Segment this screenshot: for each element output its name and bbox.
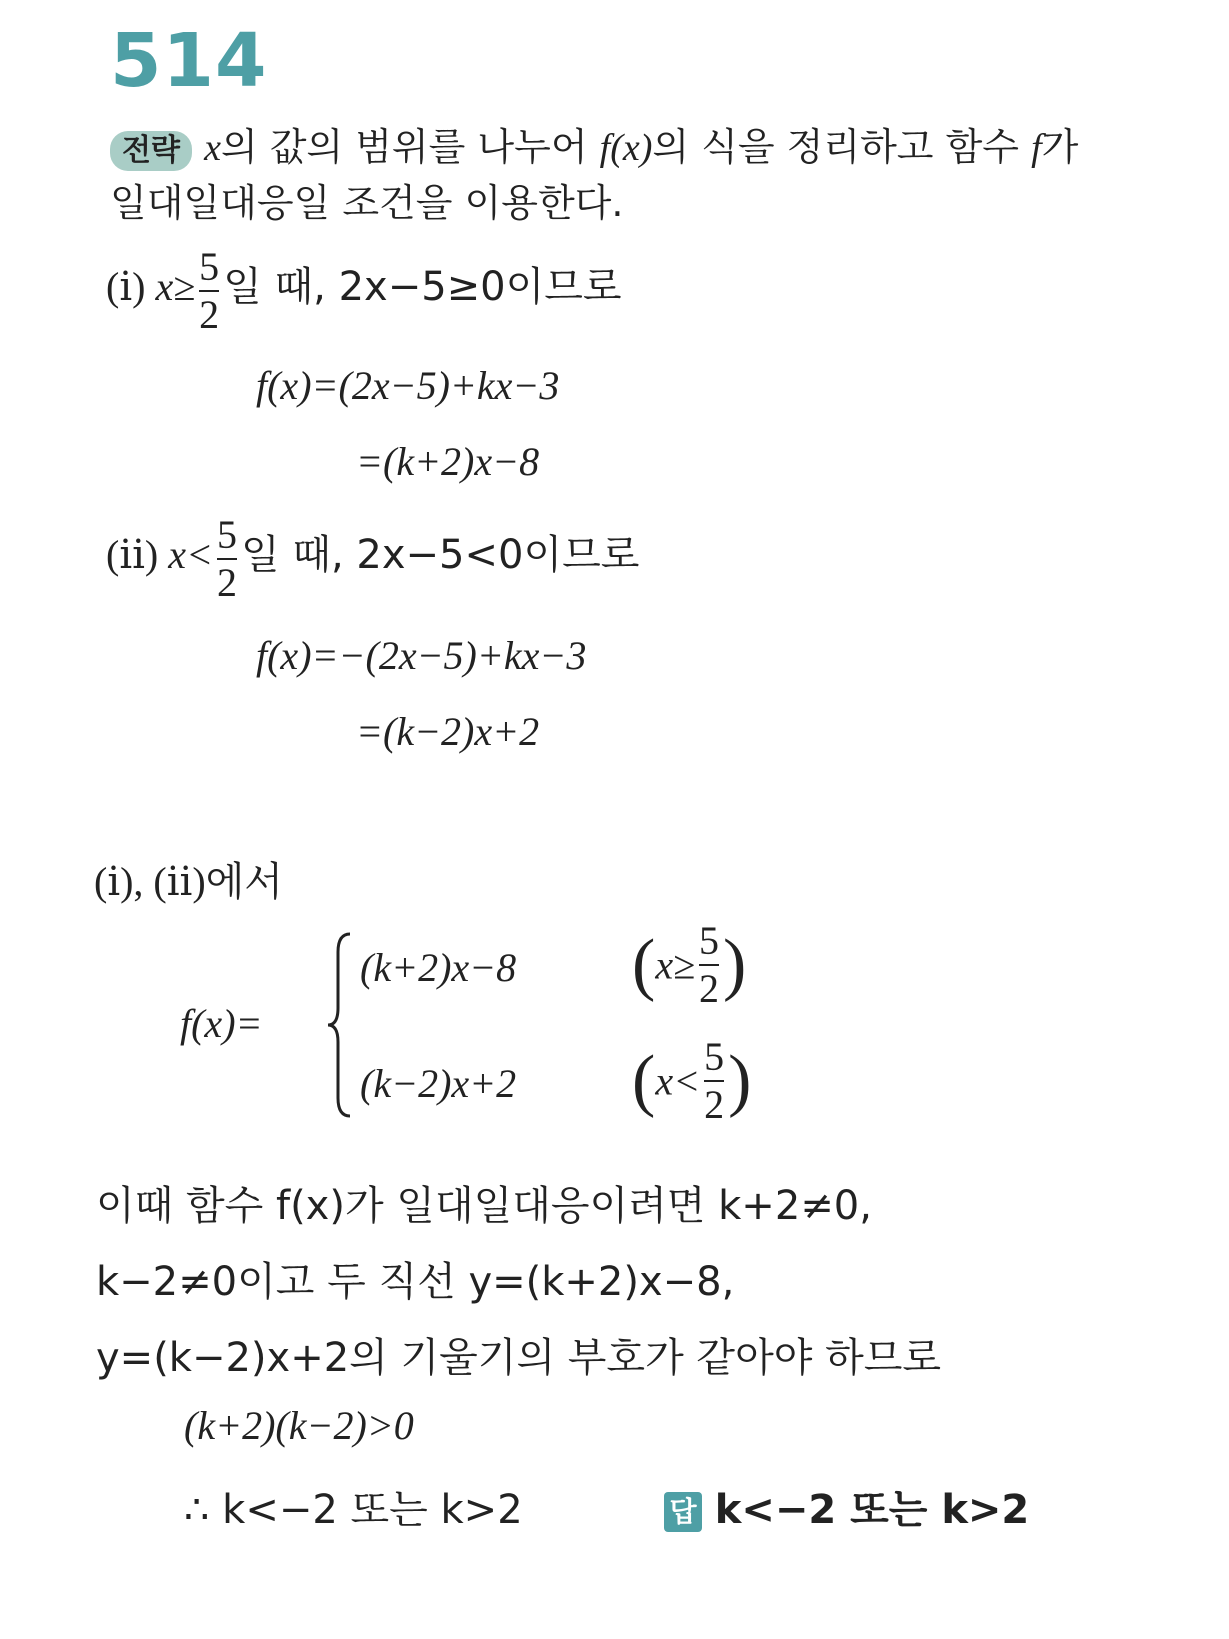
answer-text: k<−2 또는 k>2 xyxy=(714,1487,1030,1533)
case2-eq2: =(k−2)x+2 xyxy=(356,709,540,754)
piecewise-row2-cond: (x< $\frac{5}{2}$ ) xyxy=(632,1034,752,1127)
fraction-five-halves: $\frac{5}{2}$ xyxy=(216,512,237,605)
strategy-line-1: 전략 x의 값의 범위를 나누어 f(x)의 식을 정리하고 함수 f가 xyxy=(110,116,1078,171)
fraction-five-halves: $\frac{5}{2}$ xyxy=(704,1034,725,1127)
inequality: (k+2)(k−2)>0 xyxy=(184,1403,414,1448)
strategy-badge: 전략 xyxy=(110,131,192,171)
problem-number: 514 xyxy=(110,18,268,104)
combine-intro: (ⅰ), (ⅱ)에서 xyxy=(94,859,283,904)
answer xyxy=(664,1478,1029,1535)
explanation-line-2: k−2≠0이고 두 직선 y=(k+2)x−8, xyxy=(96,1259,735,1305)
case1-eq1: f(x)=(2x−5)+kx−3 xyxy=(256,363,560,408)
case1-eq2: =(k+2)x−8 xyxy=(356,439,540,484)
result-line: ∴ k<−2 또는 k>2 xyxy=(184,1487,523,1533)
fraction-five-halves: $\frac{5}{2}$ xyxy=(199,244,220,337)
answer-badge: 답 xyxy=(664,1492,702,1532)
piecewise-row1-expr: (k+2)x−8 xyxy=(360,945,517,990)
piecewise-row1-cond: (x≥ $\frac{5}{2}$ ) xyxy=(632,918,747,1011)
explanation-line-3: y=(k−2)x+2의 기울기의 부호가 같아야 하므로 xyxy=(96,1335,941,1381)
piecewise-lhs: f(x)= xyxy=(180,1001,263,1046)
fraction-five-halves: $\frac{5}{2}$ xyxy=(699,918,720,1011)
strategy-line-2: 일대일대응일 조건을 이용한다. xyxy=(110,181,624,225)
case1-condition: (ⅰ) x≥ $\frac{5}{2}$ 일 때, 2x−5≥0이므로 xyxy=(106,244,622,337)
case2-condition: (ⅱ) x< $\frac{5}{2}$ 일 때, 2x−5<0이므로 xyxy=(106,512,640,605)
explanation-line-1: 이때 함수 f(x)가 일대일대응이려면 k+2≠0, xyxy=(96,1183,872,1229)
piecewise-row2-expr: (k−2)x+2 xyxy=(360,1061,517,1106)
left-brace-icon xyxy=(324,930,354,1120)
case2-eq1: f(x)=−(2x−5)+kx−3 xyxy=(256,633,587,678)
